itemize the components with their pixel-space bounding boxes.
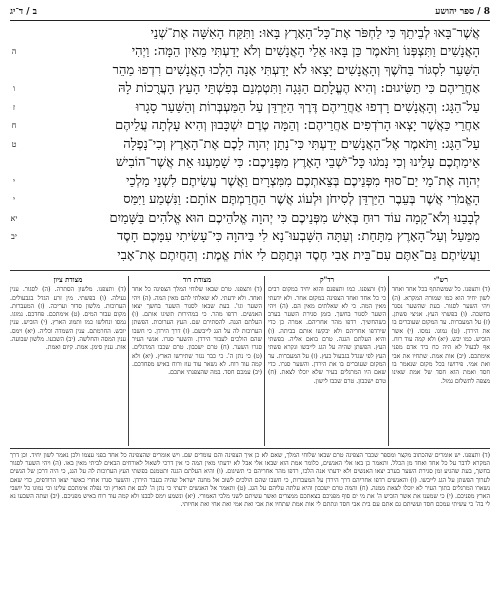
verse-line: אֲשֶׁר־בָּאוּ לְבֵיתֵךְ כִּי לַחְפֹּר אֶת־כָּל־הָאָרֶץ בָּאוּ: וַתִּקַּח הָאִשָּׁה אֶת־שְׁנֵי bbox=[150, 26, 480, 41]
column-divider bbox=[264, 276, 265, 446]
commentary-title: מצודת ציון bbox=[53, 276, 83, 284]
verse-line: הָאֱמֹרִי אֲשֶׁר בְּעֵבֶר הַיַּרְדֵּן לְסִיחֹן וּלְעוֹג אֲשֶׁר הַחֲרַמְתֶּם אוֹתָם: וַנִּשְׁמַע וַיִּמַּס bbox=[123, 192, 480, 207]
verse-line: וַעֲשִׂיתֶם גַּם־אַתֶּם עִם־בֵּית אָבִי חֶסֶד וּנְתַתֶּם לִי אוֹת אֱמֶת: וְהַחֲיִתֶם אֶת־אָבִי bbox=[117, 248, 480, 263]
commentary-text: (ד) ותצפנו. טרם שבאו שלוחי המלך הצפינה כל אחד ואחד. ולא ידעתי. לא שאלתי להם מאין המה. (ה) ויהי השער וגו'. בעת שבאו לסגור השער בחשך יצאו האנשים. רדפו מהר. כי במהירות תשיגו אותם. (ו) העלתם הגגה. להסתירם שם. העץ הערוכות. הפשתן הערוכות לה על הגג לייבשם. (ז) דרך הירדן. כי חשבו שהם הולכים לעבור הירדן. והשער סגרו. אנשי העיר סגרו השער. (ח) טרם ישכבון. טרם שכבו המרגלים. (ט) כי נתן ה'. כי כבר נגזר שתירשו הארץ. (יא) ולא קמה עוד רוח. לא נשאר עוד עוז ורוח באיש מפחדכם. (יב) עמכם חסד. במה שהצפנתי אתכם. bbox=[132, 286, 262, 377]
verse-line: יְהוָה אֶת־מֵי יַם־סוּף מִפְּנֵיכֶם בְּצֵאתְכֶם מִמִּצְרָיִם וַאֲשֶׁר עֲשִׂיתֶם לִשְׁנֵי מַלְכֵי bbox=[126, 174, 480, 189]
verse-line: הַשַּׁעַר לִסְגּוֹר בַּחֹשֶׁךְ וְהָאֲנָשִׁים יָצָאוּ לֹא יָדַעְתִּי אָנָה הָלְכוּ הָאֲנָשִׁים רִדְפוּ מַהֵר bbox=[112, 63, 480, 78]
book-title: 8 / ספר יהושע bbox=[435, 7, 490, 17]
commentary-title: מצודת דוד bbox=[182, 276, 212, 284]
page-title: ב / ד־יג bbox=[10, 7, 37, 17]
bottom-commentary: (ד) ותצפנו. יש אומרים שהכתוב מקצר ומספר שכבר הצפינה טרם שבאו שלוחי המלך, שאם לא כן איך הצפינה והם עומדים שם. ויש אומרים שהצפינה כל אחד בפני עצמו ולכן נאמר לשון יחיד. וכן דרך המקרא לדבר על כל אחד ואחד מן הכלל. ותאמר כן באו אלי האנשים, כלומר אמת הוא שבאו אלי אבל לא ידעתי מאין המה כי אין דרכי לשאול לאורחים הבאים לביתי מאין באו. (ה) ויהי השער לסגור בחשך, בעת שהגיע זמן סגירת השער בערב יצאו האנשים ולא ידעתי אנה הלכו, רדפו מהר אחריהם כי תשיגום. (ו) והיא העלתם הגגה ותטמנם בפשתי העץ הערוכות לה על הגג, כי היה דרכן של הנשים לערוך הפשתן על הגג לייבשו. (ז) והאנשים רדפו אחריהם דרך הירדן על המעברות, כי חשבו שהם הולכים לשוב אל מחנה ישראל שהיה בעבר הירדן. והשער סגרו אחרי כאשר יצאו הרודפים, כדי שאם נשארו המרגלים בתוך העיר לא יוכלו לצאת ממנה. (ח) והמה טרם ישכבון והיא עלתה עליהם על הגג. (ט) ותאמר אל האנשים ידעתי כי נתן ה' לכם את הארץ וכי נפלה אימתכם עלינו וכי נמוגו כל יושבי הארץ מפניכם. (י) כי שמענו את אשר הוביש ה' את מי ים סוף מפניכם בצאתכם ממצרים ואשר עשיתם לשני מלכי האמורי. (יא) ונשמע וימס לבבנו ולא קמה עוד רוח באיש מפניכם. (יב) ועתה השבעו נא לי בה' כי עשיתי עמכם חסד ועשיתם גם אתם עם בית אבי חסד ונתתם לי אות אמת שתחיו את אבי ואת אמי ואת אחי ואת אחיותי. bbox=[10, 452, 490, 509]
verse-line: אַחֲרֵיהֶם כִּי תַשִּׂיגוּם: וְהִיא הֶעֱלָתַם הַגָּגָה וַתִּטְמְנֵם בְּפִשְׁתֵּי הָעֵץ הָעֲרֻכוֹת לָהּ bbox=[118, 81, 480, 96]
commentary-column-metzudat-david bbox=[132, 276, 262, 446]
verse-number: יב bbox=[11, 232, 17, 241]
verse-line: אֵימַתְכֶם עָלֵינוּ וְכִי נָמֹגוּ כָּל־יֹשְׁבֵי הָאָרֶץ מִפְּנֵיכֶם: כִּי שָׁמַעְנוּ אֵת אֲשֶׁר־הוֹבִישׁ bbox=[115, 155, 480, 170]
column-divider bbox=[128, 276, 129, 446]
commentary-divider bbox=[10, 270, 490, 271]
page-header bbox=[10, 6, 490, 20]
commentary-column-rashi bbox=[392, 276, 490, 446]
verse-number: ה bbox=[11, 47, 17, 56]
bottom-divider bbox=[10, 448, 490, 449]
verse-line: מִמַּעַל וְעַל־הָאָרֶץ מִתָּחַת: וְעַתָּה הִשָּׁבְעוּ־נָא לִי בַּיהוָה כִּי־עָשִׂיתִי עִמָּכֶם חָסֶד bbox=[117, 229, 480, 244]
commentary-text: (ד) ותצפנו. כל שמשתתף בכל אחד ואחד לשון יחיד הוא כמו שמורה המקרא. (ה) ויהי השער לסגור. בעת שהשער נסגר בחשכה. (ו) בפשתי העץ. אניצי פשתן. (ז) על המעברות. עד המקום שעוברים בו את הירדן. (ט) נמוגו. נמסו. (י) אשר הוביש. כמו יבש. (יא) ולא קמה עוד רוח. אף לבעול לא היה כח ביד אדם מפני אימתכם. (יב) אות אמת. שתחיו את אבי ואת אמי. פירושו בכל מקום שנאמר בו חסד ואמת הוא חסד של אמת שאינו מצפה לתשלום גמול. bbox=[392, 286, 490, 385]
verse-line: עַל־הַגָּג: וְהָאֲנָשִׁים רָדְפוּ אַחֲרֵיהֶם דֶּרֶךְ הַיַּרְדֵּן עַל הַמַּעְבְּרוֹת וְהַשַּׁעַר סָגָרוּ bbox=[135, 100, 480, 115]
verse-number: ו bbox=[12, 84, 16, 93]
verse-line: אַחֲרֵי כַּאֲשֶׁר יָצְאוּ הָרֹדְפִים אַחֲרֵיהֶם: וְהֵמָּה טֶרֶם יִשְׁכָּבוּן וְהִיא עָלְתָה עֲלֵיהֶם bbox=[115, 118, 480, 133]
column-divider bbox=[388, 276, 389, 446]
commentary-title: רש"י bbox=[434, 276, 448, 284]
verse-line: הָאֲנָשִׁים וַתִּצְפְּנוֹ וַתֹּאמֶר כֵּן בָּאוּ אֵלַי הָאֲנָשִׁים וְלֹא יָדַעְתִּי מֵאַיִן הֵמָּה: וַיְהִי bbox=[131, 44, 480, 59]
verse-line: לְבָבֵנוּ וְלֹא־קָמָה עוֹד רוּחַ בְּאִישׁ מִפְּנֵיכֶם כִּי יְהוָה אֱלֹהֵיכֶם הוּא אֱלֹהִים בַּשָּׁמַיִם bbox=[109, 211, 480, 226]
header-divider bbox=[10, 20, 490, 21]
verse-number: ז bbox=[12, 103, 16, 112]
commentary-text: (ד) ותצפנו. מלשון הסתרה. (ה) לסגור. ענין נעילה. (ו) בפשתי. מין זרע הגדל בגבעולים. הערוכות. מלשון סדור ועריכה. (ז) המעברות. מקום עבור המים. (ט) אימתכם. פחדכם. נמוגו. נמסו ונחלשו כמו ותמוג הארץ. (י) הוביש. ענין יובש. החרמתם. ענין השמדה וכליה. (יא) וימס. ענין המסה והחלשה. (יב) השבעו. מלשון שבועה. אות. ענין סימן. אמת. קיום ואמת. bbox=[10, 286, 126, 352]
verse-number: י bbox=[12, 177, 16, 186]
verse-number: י bbox=[12, 195, 16, 204]
verse-number: ח bbox=[11, 121, 17, 130]
verse-number: ט bbox=[11, 140, 17, 149]
verse-number: יא bbox=[10, 214, 18, 223]
verse-line: עַל־הַגָּג: וַתֹּאמֶר אֶל־הָאֲנָשִׁים יָדַעְתִּי כִּי־נָתַן יְהוָה לָכֶם אֶת־הָאָרֶץ וְכִי־נָפְלָה bbox=[123, 137, 480, 152]
commentary-text: (ד) ותצפנו. כמו ותצפנם והוא יחיד במקום רבים כי כל אחד ואחד הצפינה במקום אחר. ולא ידעתי מאין המה. כי לא שאלתים מאין הם. (ה) ויהי השער לסגור בחשך. בזמן סגירת השער בערב כשהחשיך. רדפו מהר אחריהם. אמרה כן כדי שירדפו אחריהם ולא יבקשו אותם בביתה. (ו) והיא העלתם הגגה. טרם בואם אליה. בפשתי העץ. הפשתן שהיה על הגג לייבשו ונקרא פשתי העץ לפי שגדל בגבעול כעץ. (ז) על המעברות. עד המקום שעוברים בו את הירדן. והשער סגרו. כדי שאם היו המרגלים בעיר שלא יוכלו לצאת. (ח) טרם ישכבון. טרם שכבו לישון. bbox=[268, 286, 386, 385]
verse-text bbox=[10, 26, 480, 270]
commentary-title: רד"ק bbox=[319, 276, 335, 284]
commentary-column-radak bbox=[268, 276, 386, 446]
commentary-column-metzudat-zion bbox=[10, 276, 126, 446]
